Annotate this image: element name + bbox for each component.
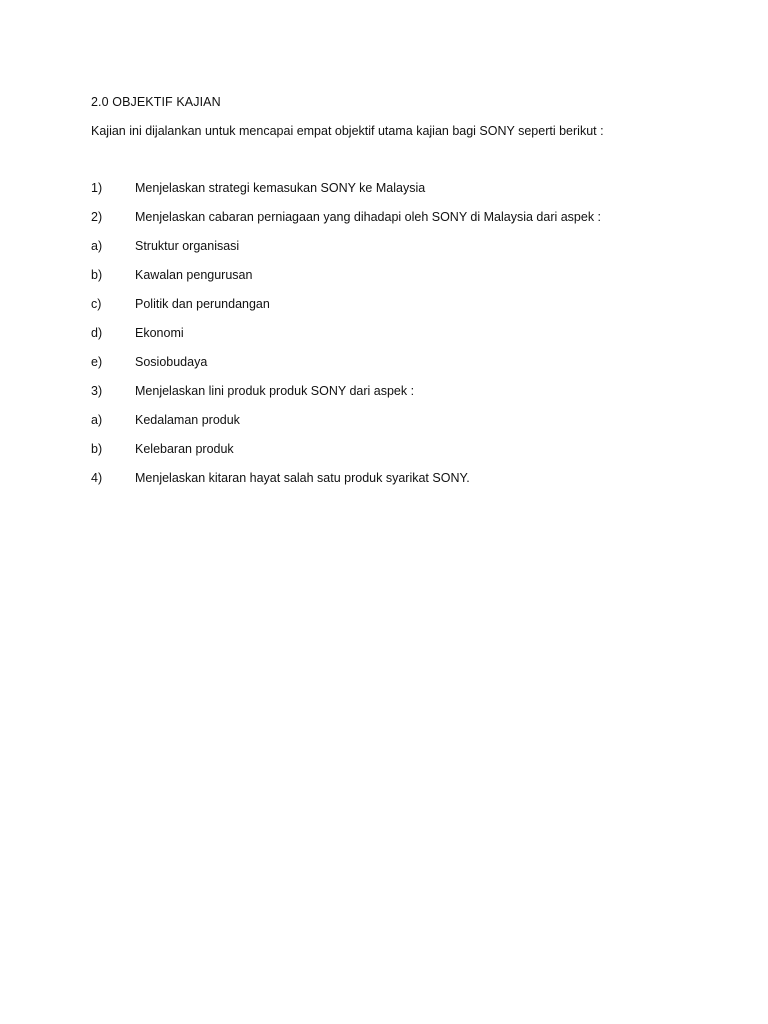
list-item [91, 355, 691, 384]
list-item [91, 326, 691, 355]
list-marker: a) [91, 413, 103, 427]
list-marker: 4) [91, 471, 103, 485]
list-item-text: Politik dan perundangan [135, 297, 270, 311]
list-marker: a) [91, 239, 103, 253]
list-item [91, 239, 691, 268]
list-item [91, 181, 691, 210]
list-marker: e) [91, 355, 103, 369]
list-item-text: Kelebaran produk [135, 442, 234, 456]
list-item-text: Menjelaskan cabaran perniagaan yang dihadapi oleh SONY di Malaysia dari aspek : [135, 210, 602, 224]
list-item [91, 442, 691, 471]
list-item [91, 471, 691, 500]
intro-paragraph: Kajian ini dijalankan untuk mencapai empat objektif utama kajian bagi SONY seperti berikut : [91, 124, 604, 138]
list-item-text: Kedalaman produk [135, 413, 240, 427]
list-item [91, 268, 691, 297]
list-item-text: Sosiobudaya [135, 355, 208, 369]
list-marker: c) [91, 297, 102, 311]
list-marker: 1) [91, 181, 103, 195]
list-marker: 3) [91, 384, 103, 398]
list-item [91, 413, 691, 442]
section-heading: 2.0 OBJEKTIF KAJIAN [91, 95, 221, 109]
list-item-text: Struktur organisasi [135, 239, 240, 253]
list-item [91, 297, 691, 326]
list-item-text: Kawalan pengurusan [135, 268, 253, 282]
list-item [91, 384, 691, 413]
list-item [91, 210, 691, 239]
list-marker: b) [91, 268, 103, 282]
list-item-text: Menjelaskan lini produk produk SONY dari aspek : [135, 384, 415, 398]
list-item-text: Menjelaskan strategi kemasukan SONY ke Malaysia [135, 181, 426, 195]
list-item-text: Menjelaskan kitaran hayat salah satu produk syarikat SONY. [135, 471, 470, 485]
list-marker: b) [91, 442, 103, 456]
list-item-text: Ekonomi [135, 326, 184, 340]
list-marker: d) [91, 326, 103, 340]
list-marker: 2) [91, 210, 103, 224]
objective-list [91, 181, 691, 500]
